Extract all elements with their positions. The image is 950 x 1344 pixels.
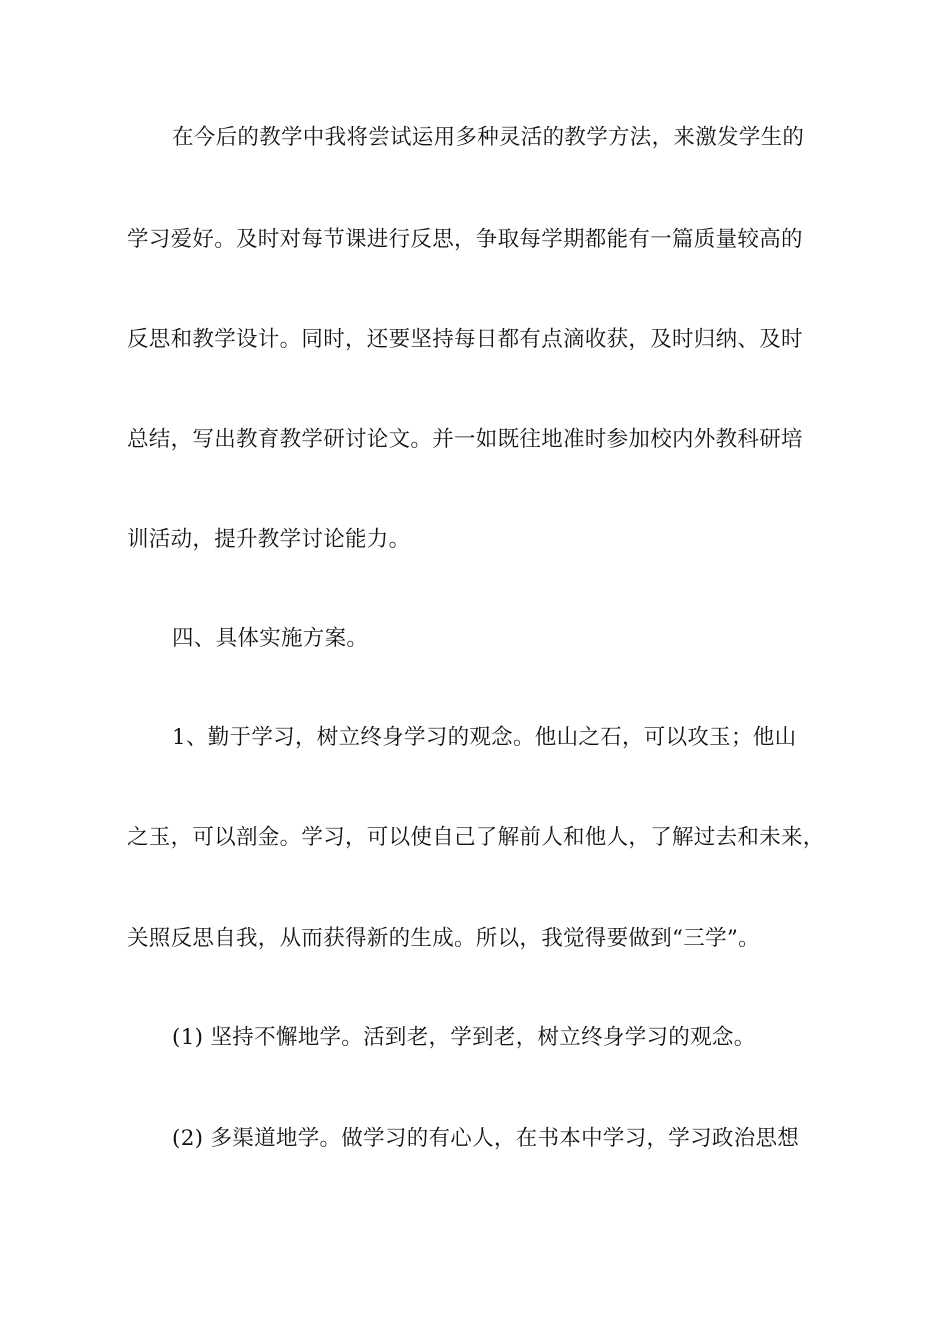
paragraph-line: 总结，写出教育教学研讨论文。并一如既往地准时参加校内外教科研培 (127, 427, 803, 452)
paragraph-line: 1、勤于学习，树立终身学习的观念。他山之石，可以攻玉；他山 (172, 725, 797, 750)
paragraph-line: 反思和教学设计。同时，还要坚持每日都有点滴收获，及时归纳、及时 (127, 327, 803, 352)
paragraph-line: 训活动，提升教学讨论能力。 (127, 527, 411, 552)
section-heading: 四、具体实施方案。 (172, 626, 369, 651)
paragraph-line: 关照反思自我，从而获得新的生成。所以，我觉得要做到“三学”。 (127, 926, 760, 951)
list-item: (1) 坚持不懈地学。活到老，学到老，树立终身学习的观念。 (172, 1025, 756, 1050)
paragraph-line: 之玉，可以剖金。学习，可以使自己了解前人和他人，了解过去和未来， (127, 825, 825, 850)
paragraph-line: 学习爱好。及时对每节课进行反思，争取每学期都能有一篇质量较高的 (127, 227, 803, 252)
list-item: (2) 多渠道地学。做学习的有心人，在书本中学习，学习政治思想 (172, 1126, 800, 1151)
paragraph-line: 在今后的教学中我将尝试运用多种灵活的教学方法，来激发学生的 (172, 125, 805, 150)
